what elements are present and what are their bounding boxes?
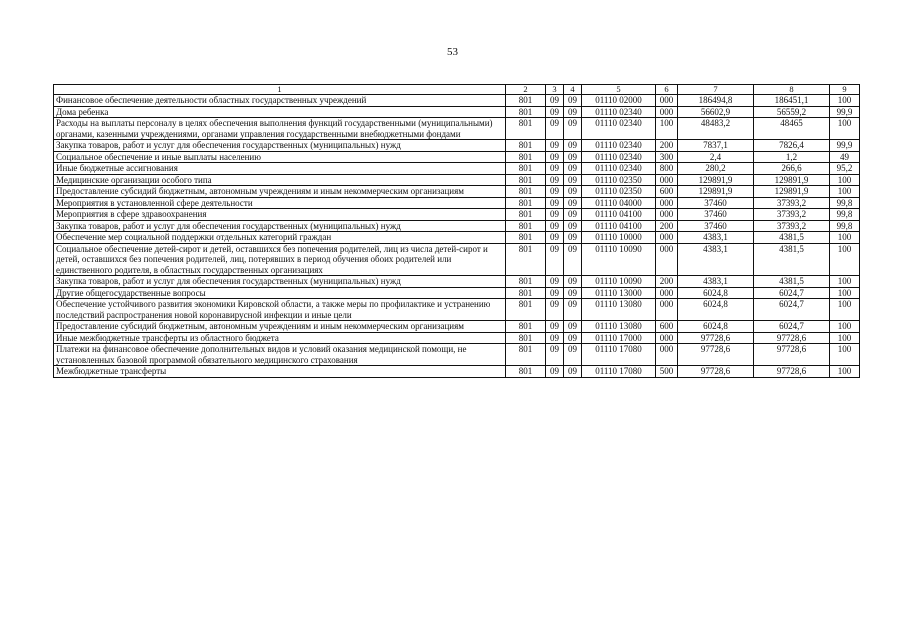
section-cell: 09: [546, 321, 564, 333]
section-cell: 09: [546, 118, 564, 140]
section-cell: 09: [546, 344, 564, 366]
target-article-cell: 01110 13080: [582, 321, 656, 333]
table-row: [54, 95, 860, 107]
ved-cell: 801: [506, 197, 546, 209]
percent-cell: 100: [830, 174, 860, 186]
header-cell: 3: [546, 85, 564, 95]
subsection-cell: 09: [564, 332, 582, 344]
ved-cell: 801: [506, 209, 546, 221]
expense-type-cell: 000: [656, 299, 678, 321]
header-cell: 4: [564, 85, 582, 95]
expense-type-cell: 600: [656, 186, 678, 198]
section-cell: 09: [546, 186, 564, 198]
expense-type-cell: 100: [656, 118, 678, 140]
plan-amount-cell: 129891,9: [678, 174, 754, 186]
table-row: [54, 174, 860, 186]
budget-table: [53, 84, 860, 378]
percent-cell: 100: [830, 232, 860, 244]
ved-cell: 801: [506, 174, 546, 186]
percent-cell: 100: [830, 332, 860, 344]
expense-type-cell: 200: [656, 140, 678, 152]
subsection-cell: 09: [564, 209, 582, 221]
expense-type-cell: 800: [656, 163, 678, 175]
plan-amount-cell: 97728,6: [678, 366, 754, 378]
target-article-cell: 01110 02340: [582, 118, 656, 140]
actual-amount-cell: 6024,7: [754, 299, 830, 321]
ved-cell: 801: [506, 299, 546, 321]
actual-amount-cell: 37393,2: [754, 220, 830, 232]
row-name-cell: Межбюджетные трансферты: [54, 366, 506, 378]
table-row: [54, 118, 860, 140]
ved-cell: 801: [506, 163, 546, 175]
plan-amount-cell: 97728,6: [678, 332, 754, 344]
actual-amount-cell: 129891,9: [754, 174, 830, 186]
actual-amount-cell: 7826,4: [754, 140, 830, 152]
table-row: [54, 163, 860, 175]
plan-amount-cell: 37460: [678, 220, 754, 232]
table-row: [54, 186, 860, 198]
subsection-cell: 09: [564, 95, 582, 107]
actual-amount-cell: 56559,2: [754, 106, 830, 118]
plan-amount-cell: 6024,8: [678, 299, 754, 321]
target-article-cell: 01110 02350: [582, 186, 656, 198]
subsection-cell: 09: [564, 299, 582, 321]
plan-amount-cell: 7837,1: [678, 140, 754, 152]
target-article-cell: 01110 04000: [582, 197, 656, 209]
expense-type-cell: 000: [656, 243, 678, 276]
row-name-cell: Финансовое обеспечение деятельности областных государственных учреждений: [54, 95, 506, 107]
ved-cell: 801: [506, 106, 546, 118]
percent-cell: 99,8: [830, 220, 860, 232]
plan-amount-cell: 6024,8: [678, 321, 754, 333]
plan-amount-cell: 37460: [678, 197, 754, 209]
row-name-cell: Расходы на выплаты персоналу в целях обеспечения выполнения функций государственными (муниципальными) органами, казенными учреждениями, органами управления государственными внебюджетными фондами: [54, 118, 506, 140]
expense-type-cell: 200: [656, 220, 678, 232]
expense-type-cell: 000: [656, 232, 678, 244]
subsection-cell: 09: [564, 118, 582, 140]
section-cell: 09: [546, 220, 564, 232]
table-row: [54, 344, 860, 366]
target-article-cell: 01110 02340: [582, 163, 656, 175]
plan-amount-cell: 37460: [678, 209, 754, 221]
expense-type-cell: 200: [656, 276, 678, 288]
header-cell: 2: [506, 85, 546, 95]
actual-amount-cell: 97728,6: [754, 332, 830, 344]
header-row: [54, 85, 860, 95]
percent-cell: 95,2: [830, 163, 860, 175]
page-number: 53: [447, 46, 458, 58]
subsection-cell: 09: [564, 106, 582, 118]
expense-type-cell: 000: [656, 174, 678, 186]
row-name-cell: Закупка товаров, работ и услуг для обеспечения государственных (муниципальных) нужд: [54, 276, 506, 288]
plan-amount-cell: 129891,9: [678, 186, 754, 198]
percent-cell: 100: [830, 299, 860, 321]
subsection-cell: 09: [564, 243, 582, 276]
subsection-cell: 09: [564, 163, 582, 175]
section-cell: 09: [546, 232, 564, 244]
actual-amount-cell: 4381,5: [754, 243, 830, 276]
target-article-cell: 01110 17000: [582, 332, 656, 344]
target-article-cell: 01110 04100: [582, 209, 656, 221]
section-cell: 09: [546, 151, 564, 163]
row-name-cell: Иные бюджетные ассигнования: [54, 163, 506, 175]
subsection-cell: 09: [564, 287, 582, 299]
subsection-cell: 09: [564, 220, 582, 232]
expense-type-cell: 300: [656, 151, 678, 163]
actual-amount-cell: 37393,2: [754, 197, 830, 209]
percent-cell: 100: [830, 366, 860, 378]
actual-amount-cell: 6024,7: [754, 321, 830, 333]
actual-amount-cell: 266,6: [754, 163, 830, 175]
target-article-cell: 01110 02350: [582, 174, 656, 186]
percent-cell: 100: [830, 186, 860, 198]
ved-cell: 801: [506, 344, 546, 366]
section-cell: 09: [546, 287, 564, 299]
ved-cell: 801: [506, 118, 546, 140]
table-row: [54, 106, 860, 118]
plan-amount-cell: 2,4: [678, 151, 754, 163]
table-row: [54, 220, 860, 232]
target-article-cell: 01110 02340: [582, 106, 656, 118]
target-article-cell: 01110 13000: [582, 287, 656, 299]
target-article-cell: 01110 02340: [582, 151, 656, 163]
row-name-cell: Обеспечение мер социальной поддержки отдельных категорий граждан: [54, 232, 506, 244]
ved-cell: 801: [506, 220, 546, 232]
row-name-cell: Мероприятия в сфере здравоохранения: [54, 209, 506, 221]
subsection-cell: 09: [564, 276, 582, 288]
section-cell: 09: [546, 106, 564, 118]
plan-amount-cell: 280,2: [678, 163, 754, 175]
row-name-cell: Социальное обеспечение и иные выплаты населению: [54, 151, 506, 163]
ved-cell: 801: [506, 140, 546, 152]
table-row: [54, 151, 860, 163]
expense-type-cell: 000: [656, 344, 678, 366]
row-name-cell: Мероприятия в установленной сфере деятельности: [54, 197, 506, 209]
row-name-cell: Предоставление субсидий бюджетным, автономным учреждениям и иным некоммерческим организациям: [54, 321, 506, 333]
header-cell: 7: [678, 85, 754, 95]
subsection-cell: 09: [564, 232, 582, 244]
ved-cell: 801: [506, 151, 546, 163]
percent-cell: 100: [830, 321, 860, 333]
percent-cell: 99,9: [830, 106, 860, 118]
target-article-cell: 01110 17080: [582, 366, 656, 378]
subsection-cell: 09: [564, 151, 582, 163]
subsection-cell: 09: [564, 186, 582, 198]
percent-cell: 100: [830, 95, 860, 107]
subsection-cell: 09: [564, 344, 582, 366]
plan-amount-cell: 4383,1: [678, 243, 754, 276]
section-cell: 09: [546, 276, 564, 288]
header-cell: 8: [754, 85, 830, 95]
expense-type-cell: 000: [656, 197, 678, 209]
table-row: [54, 276, 860, 288]
ved-cell: 801: [506, 366, 546, 378]
percent-cell: 99,8: [830, 209, 860, 221]
ved-cell: 801: [506, 95, 546, 107]
section-cell: 09: [546, 95, 564, 107]
subsection-cell: 09: [564, 140, 582, 152]
target-article-cell: 01110 10000: [582, 232, 656, 244]
percent-cell: 49: [830, 151, 860, 163]
plan-amount-cell: 48483,2: [678, 118, 754, 140]
actual-amount-cell: 4381,5: [754, 232, 830, 244]
section-cell: 09: [546, 209, 564, 221]
table-row: [54, 332, 860, 344]
row-name-cell: Социальное обеспечение детей-сирот и детей, оставшихся без попечения родителей, лиц из числа детей-сирот и детей, оставшихся без попечения родителей, лиц, потерявших в период обучения обоих родителей или единственного родителя, в областных государственных организациях: [54, 243, 506, 276]
row-name-cell: Предоставление субсидий бюджетным, автономным учреждениям и иным некоммерческим организациям: [54, 186, 506, 198]
actual-amount-cell: 186451,1: [754, 95, 830, 107]
section-cell: 09: [546, 197, 564, 209]
subsection-cell: 09: [564, 197, 582, 209]
section-cell: 09: [546, 299, 564, 321]
target-article-cell: 01110 17080: [582, 344, 656, 366]
ved-cell: 801: [506, 276, 546, 288]
table-row: [54, 366, 860, 378]
row-name-cell: Платежи на финансовое обеспечение дополнительных видов и условий оказания медицинской помощи, не установленных базовой программой обязательного медицинского страхования: [54, 344, 506, 366]
expense-type-cell: 000: [656, 95, 678, 107]
table-row: [54, 209, 860, 221]
row-name-cell: Дома ребенка: [54, 106, 506, 118]
ved-cell: 801: [506, 186, 546, 198]
header-cell: 1: [54, 85, 506, 95]
section-cell: 09: [546, 140, 564, 152]
ved-cell: 801: [506, 232, 546, 244]
percent-cell: 100: [830, 287, 860, 299]
table-row: [54, 299, 860, 321]
plan-amount-cell: 186494,8: [678, 95, 754, 107]
target-article-cell: 01110 13080: [582, 299, 656, 321]
percent-cell: 100: [830, 276, 860, 288]
expense-type-cell: 600: [656, 321, 678, 333]
header-cell: 6: [656, 85, 678, 95]
target-article-cell: 01110 10090: [582, 243, 656, 276]
section-cell: 09: [546, 366, 564, 378]
expense-type-cell: 000: [656, 209, 678, 221]
table-row: [54, 243, 860, 276]
actual-amount-cell: 1,2: [754, 151, 830, 163]
actual-amount-cell: 97728,6: [754, 366, 830, 378]
row-name-cell: Закупка товаров, работ и услуг для обеспечения государственных (муниципальных) нужд: [54, 140, 506, 152]
table-row: [54, 197, 860, 209]
actual-amount-cell: 4381,5: [754, 276, 830, 288]
table-row: [54, 287, 860, 299]
percent-cell: 100: [830, 243, 860, 276]
target-article-cell: 01110 02340: [582, 140, 656, 152]
ved-cell: 801: [506, 243, 546, 276]
percent-cell: 100: [830, 118, 860, 140]
row-name-cell: Обеспечение устойчивого развития экономики Кировской области, а также меры по профилактике и устранению последствий распространения новой коронавирусной инфекции и иные цели: [54, 299, 506, 321]
header-cell: 5: [582, 85, 656, 95]
actual-amount-cell: 129891,9: [754, 186, 830, 198]
plan-amount-cell: 4383,1: [678, 276, 754, 288]
row-name-cell: Другие общегосударственные вопросы: [54, 287, 506, 299]
expense-type-cell: 000: [656, 287, 678, 299]
section-cell: 09: [546, 163, 564, 175]
subsection-cell: 09: [564, 366, 582, 378]
section-cell: 09: [546, 332, 564, 344]
target-article-cell: 01110 10090: [582, 276, 656, 288]
actual-amount-cell: 6024,7: [754, 287, 830, 299]
row-name-cell: Закупка товаров, работ и услуг для обеспечения государственных (муниципальных) нужд: [54, 220, 506, 232]
plan-amount-cell: 56602,9: [678, 106, 754, 118]
ved-cell: 801: [506, 332, 546, 344]
ved-cell: 801: [506, 321, 546, 333]
target-article-cell: 01110 02000: [582, 95, 656, 107]
subsection-cell: 09: [564, 321, 582, 333]
target-article-cell: 01110 04100: [582, 220, 656, 232]
row-name-cell: Иные межбюджетные трансферты из областного бюджета: [54, 332, 506, 344]
row-name-cell: Медицинские организации особого типа: [54, 174, 506, 186]
actual-amount-cell: 48465: [754, 118, 830, 140]
plan-amount-cell: 6024,8: [678, 287, 754, 299]
table-row: [54, 321, 860, 333]
section-cell: 09: [546, 174, 564, 186]
expense-type-cell: 000: [656, 332, 678, 344]
actual-amount-cell: 97728,6: [754, 344, 830, 366]
table-row: [54, 232, 860, 244]
header-cell: 9: [830, 85, 860, 95]
table-row: [54, 140, 860, 152]
percent-cell: 99,9: [830, 140, 860, 152]
expense-type-cell: 500: [656, 366, 678, 378]
percent-cell: 100: [830, 344, 860, 366]
plan-amount-cell: 4383,1: [678, 232, 754, 244]
section-cell: 09: [546, 243, 564, 276]
percent-cell: 99,8: [830, 197, 860, 209]
plan-amount-cell: 97728,6: [678, 344, 754, 366]
expense-type-cell: 000: [656, 106, 678, 118]
ved-cell: 801: [506, 287, 546, 299]
actual-amount-cell: 37393,2: [754, 209, 830, 221]
subsection-cell: 09: [564, 174, 582, 186]
